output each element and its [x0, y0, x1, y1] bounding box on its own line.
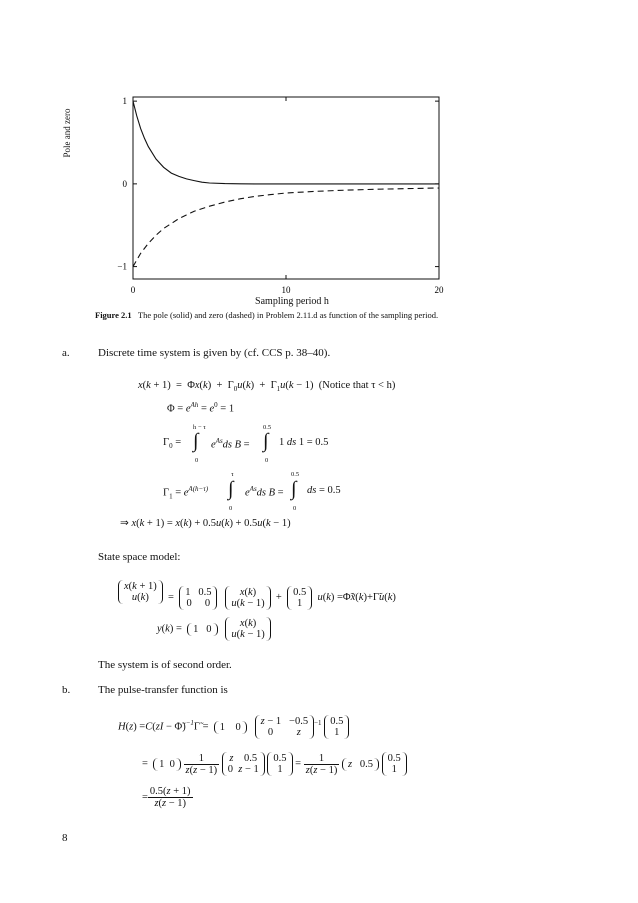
- pole-zero-chart: [95, 85, 455, 310]
- part-a-marker: a.: [62, 347, 70, 359]
- y-axis-label: Pole and zero: [62, 108, 72, 158]
- y-tick-label: 1: [122, 96, 127, 107]
- equation-gamma1: τ $\Gamma_1 = e^{A(h-\tau)}$ ∫ $e^{As}ds$ B = 0 0.5 ∫ ds = 0.5 0: [163, 471, 341, 512]
- transfer-function-line1: H(z) =C(zI − Φ̃)$^{-1}$Γ̃ = 1 0 z − 1 −0.5 0 z $^{-1}$ 0.5 1: [118, 715, 349, 739]
- tick-labels: [117, 96, 444, 295]
- figure-label: Figure 2.1: [95, 310, 132, 320]
- tau-notice: (Notice that τ < h): [318, 380, 396, 391]
- equation-state-update: $x(k + 1) = \Phi x(k) + \Gamma_0u(k) + \Gamma_1u(k - 1)$ (Notice that τ < h): [138, 380, 396, 394]
- part-b-marker: b.: [62, 684, 71, 696]
- figure-caption: [95, 309, 465, 322]
- plot-frame: [133, 97, 439, 279]
- equation-phi: $\Phi = e^{Ah} = e^0 = 1$: [167, 401, 235, 415]
- output-equation: y(k) = 1 0 x(k) u(k − 1): [157, 617, 271, 641]
- equation-gamma0: h − τ $\Gamma_0$ = ∫ $e^{As}ds$ B = 0 0.5 ∫ 1 ds 1 = 0.5 0: [163, 424, 329, 464]
- transfer-function-line2: = 1 0 $\frac{1}{z(z - 1)}$ z 0.5 0 z − 1 0.5 1 = $\frac{1}{z(z - 1)}$ z 0.5 0.5 1: [142, 752, 407, 776]
- state-space-heading: State space model:: [98, 551, 181, 563]
- x-tick-label: 10: [281, 285, 291, 295]
- transfer-function-line3: = $\frac{0.5(z + 1)}{z(z - 1)}$: [142, 786, 191, 809]
- state-space-equation: x(k + 1) u(k) = 1 0.5 0 0 x(k) u(k − 1) + 0.5 1 u(k) =Φ̃x̃(k)+Γ̃u(k): [118, 580, 396, 610]
- system-order-text: The system is of second order.: [98, 659, 232, 671]
- equation-implication: ⇒ x(k + 1) = x(k) + 0.5u(k) + 0.5u(k − 1): [120, 518, 291, 529]
- x-axis-label: Sampling period h: [255, 296, 329, 307]
- part-b-intro: The pulse-transfer function is: [98, 684, 228, 696]
- axis-ticks: [133, 97, 439, 279]
- pole-series-line: [133, 101, 439, 184]
- figure-caption-text: The pole (solid) and zero (dashed) in Problem 2.11.d as function of the sampling period.: [137, 310, 439, 320]
- series-group: [133, 101, 439, 267]
- y-tick-label: 0: [122, 178, 127, 189]
- part-a-intro: Discrete time system is given by (cf. CCS p. 38–40).: [98, 347, 331, 359]
- zero-series-line: [133, 188, 439, 267]
- x-tick-label: 20: [434, 285, 444, 295]
- x-tick-label: 0: [130, 285, 136, 295]
- y-tick-label: −1: [117, 261, 127, 272]
- page-number: 8: [62, 832, 68, 844]
